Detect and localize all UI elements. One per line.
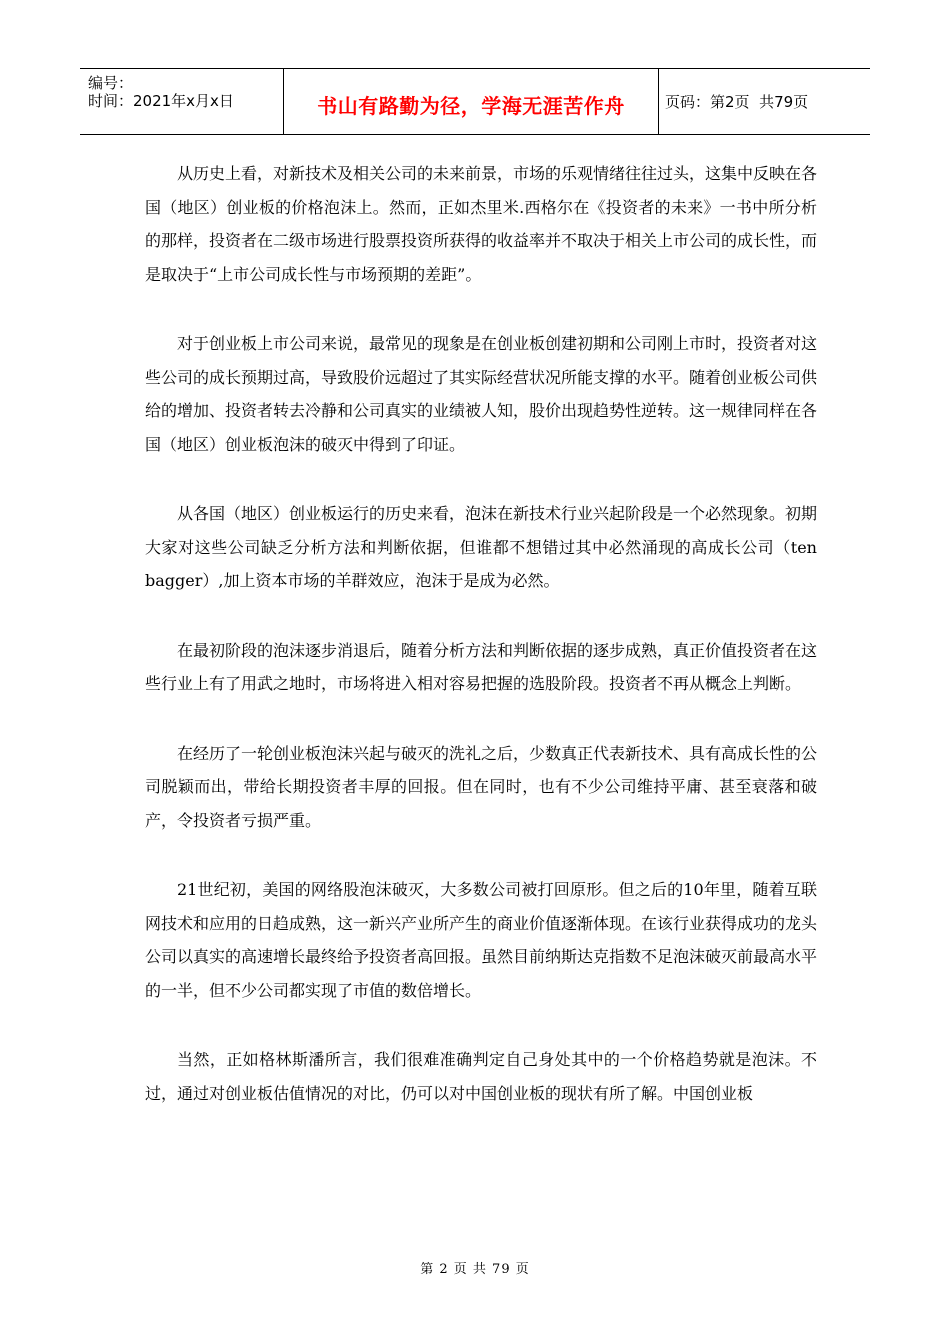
body-paragraph: 在最初阶段的泡沫逐步消退后，随着分析方法和判断依据的逐步成熟，真正价值投资者在这些行业上有了用武之地时，市场将进入相对容易把握的选股阶段。投资者不再从概念上判断。	[145, 640, 818, 693]
body-paragraph: 从历史上看，对新技术及相关公司的未来前景，市场的乐观情绪往往过头，这集中反映在各国（地区）创业板的价格泡沫上。然而，正如杰里米.西格尔在《投资者的未来》一书中所分析的那样，投资者在二级市场进行股票投资所获得的收益率并不取决于相关上市公司的成长性，而是取决于“上市公司成长性与市场预期的差距”。	[145, 164, 818, 284]
body-paragraph: 21世纪初，美国的网络股泡沫破灭，大多数公司被打回原形。但之后的10年里，随着互联网技术和应用的日趋成熟，这一新兴产业所产生的商业价值逐渐体现。在该行业获得成功的龙头公司以真实的高速增长最终给予投资者高回报。虽然目前纳斯达克指数不足泡沫破灭前最高水平的一半，但不少公司都实现了市值的数倍增长。	[145, 880, 818, 1000]
document-number-label: 编号：	[88, 74, 134, 92]
header-motto: 书山有路勤为径，学海无涯苦作舟	[317, 94, 625, 118]
body-paragraph: 从各国（地区）创业板运行的历史来看，泡沫在新技术行业兴起阶段是一个必然现象。初期大家对这些公司缺乏分析方法和判断依据，但谁都不想错过其中必然涌现的高成长公司（ten bagger）,加上资本市场的羊群效应，泡沫于是成为必然。	[145, 504, 818, 590]
body-paragraph: 对于创业板上市公司来说，最常见的现象是在创业板创建初期和公司刚上市时，投资者对这些公司的成长预期过高，导致股价远超过了其实际经营状况所能支撑的水平。随着创业板公司供给的增加、投资者转去冷静和公司真实的业绩被人知，股价出现趋势性逆转。这一规律同样在各国（地区）创业板泡沫的破灭中得到了印证。	[145, 334, 818, 454]
header-page-cell	[659, 69, 870, 134]
document-date: 时间：2021年x月x日	[88, 92, 234, 110]
header-motto-cell	[283, 69, 659, 134]
body-paragraph: 在经历了一轮创业板泡沫兴起与破灭的洗礼之后，少数真正代表新技术、具有高成长性的公司脱颖而出，带给长期投资者丰厚的回报。但在同时，也有不少公司维持平庸、甚至衰落和破产，令投资者亏损严重。	[145, 743, 818, 830]
body-paragraph: 当然，正如格林斯潘所言，我们很难准确判定自己身处其中的一个价格趋势就是泡沫。不过，通过对创业板估值情况的对比，仍可以对中国创业板的现状有所了解。中国创业板	[145, 1050, 817, 1103]
document-body	[145, 157, 817, 1146]
page-footer: 第 2 页 共 79 页	[420, 1262, 530, 1277]
header-meta	[80, 69, 283, 134]
page-header	[80, 68, 870, 135]
header-page-info: 页码：第2页 共79页	[665, 93, 809, 111]
